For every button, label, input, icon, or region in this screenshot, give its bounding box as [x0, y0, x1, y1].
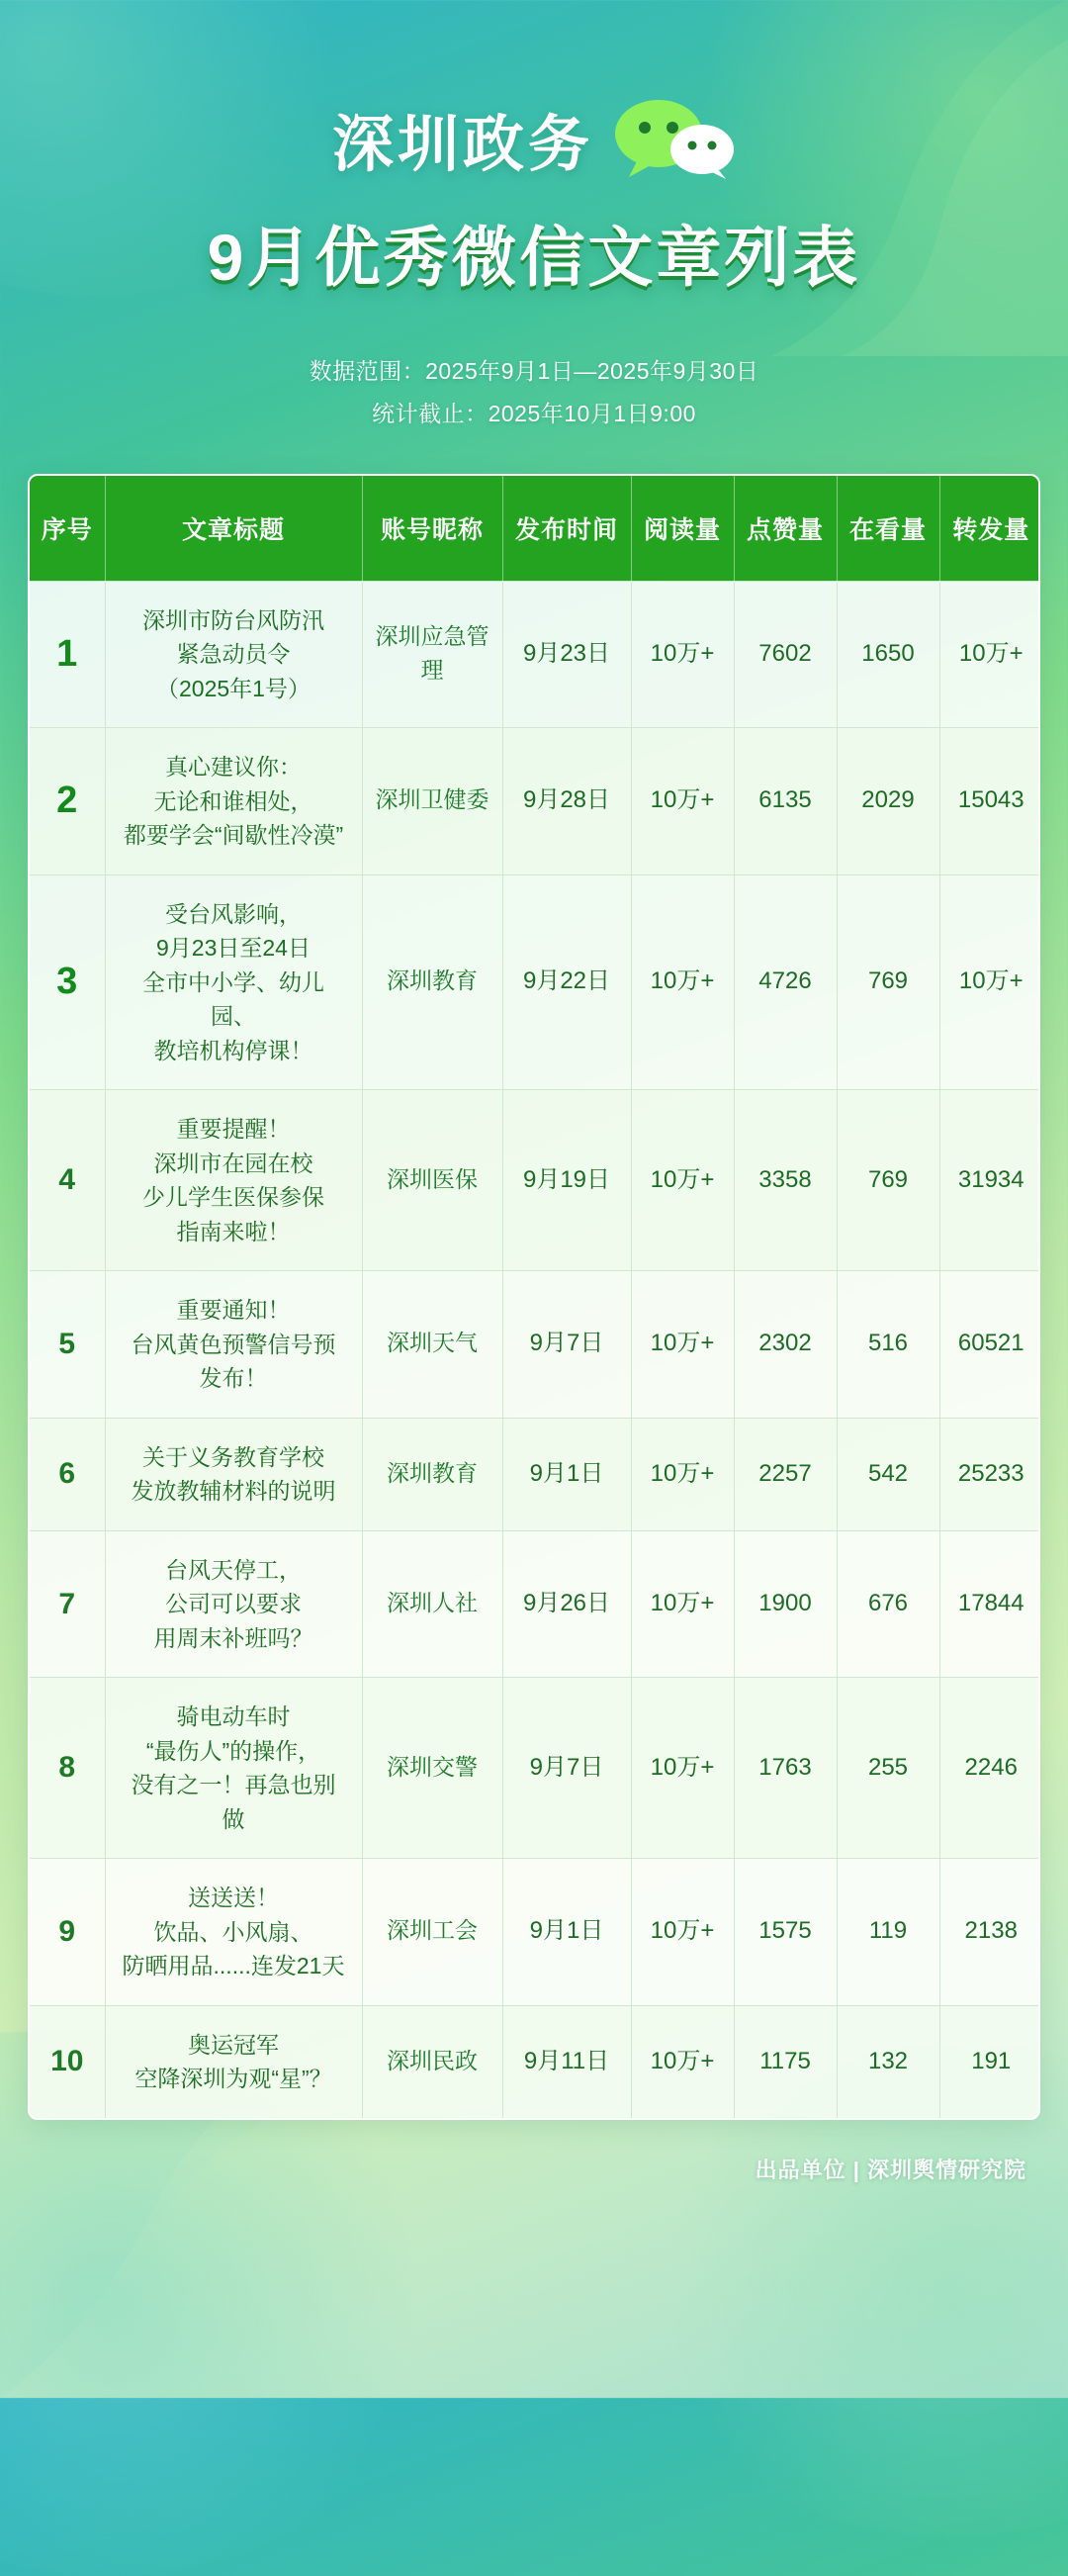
cell-watching-value: 119 [868, 1917, 908, 1945]
cell-watching [837, 581, 939, 728]
cell-watching-value: 769 [867, 1165, 909, 1193]
cell-watching-value: 676 [867, 1589, 909, 1616]
column-header-title: 文章标题 [105, 476, 362, 581]
column-header-rank: 序号 [30, 476, 105, 581]
cell-account-value: 深圳应急管理 [375, 622, 490, 684]
cell-reads-value: 10万+ [650, 2047, 715, 2074]
cell-reads [631, 2005, 734, 2118]
cell-watching-value: 769 [867, 967, 909, 995]
cell-publish-time [502, 2005, 631, 2118]
column-header-reads: 阅读量 [631, 476, 734, 581]
page-title-main: 深圳政务 [331, 111, 593, 179]
cell-watching-value: 132 [867, 2047, 909, 2074]
cell-shares-value: 25233 [957, 1459, 1024, 1487]
rank-value: 7 [58, 1587, 76, 1620]
article-title-text: 台风天停工， 公司可以要求 用周末补班吗？ [153, 1556, 313, 1651]
cell-publish-time-value: 9月26日 [522, 1589, 611, 1616]
cell-reads-value: 10万+ [650, 967, 715, 995]
cell-watching-value: 516 [867, 1330, 909, 1357]
cell-account-value: 深圳医保 [387, 1165, 478, 1192]
cell-shares-value: 15043 [957, 786, 1024, 814]
cell-shares-value: 60521 [957, 1330, 1024, 1357]
cell-publish-time-value: 9月23日 [522, 639, 611, 667]
cell-reads [631, 1090, 734, 1271]
cell-shares-value: 191 [971, 2047, 1012, 2074]
cell-publish-time [502, 1530, 631, 1678]
cell-shares [939, 1271, 1040, 1419]
cell-publish-time [502, 1678, 631, 1859]
cell-publish-time [502, 1418, 631, 1530]
cell-publish-time-value: 9月19日 [522, 1165, 611, 1193]
table-header [30, 476, 1040, 581]
article-title-text: 重要提醒！ 深圳市在园在校 少儿学生医保参保 指南来啦！ [142, 1116, 324, 1244]
table-header-row [30, 476, 1040, 581]
cell-publish-time-value: 9月7日 [529, 1330, 604, 1357]
cell-likes [734, 2005, 837, 2118]
cell-likes-value: 2257 [758, 1459, 812, 1487]
article-title-text: 骑电动车时 “最伤人”的操作， 没有之一！再急也别做 [131, 1703, 336, 1832]
cell-account-value: 深圳民政 [387, 2047, 478, 2073]
cell-account-value: 深圳工会 [387, 1917, 478, 1944]
page-title-sub: 9月优秀微信文章列表 [207, 221, 861, 294]
cell-reads-value: 10万+ [650, 1459, 715, 1487]
cell-likes-value: 3358 [758, 1165, 812, 1193]
table-row [30, 1418, 1040, 1530]
ranking-table [30, 476, 1040, 2118]
cell-watching-value: 2029 [861, 786, 915, 814]
cell-publish-time [502, 581, 631, 728]
cell-shares-value: 10万+ [958, 967, 1024, 995]
article-title-text: 关于义务教育学校 发放教辅材料的说明 [131, 1443, 336, 1505]
meta-line-range: 数据范围：2025年9月1日—2025年9月30日 [309, 358, 759, 384]
cell-likes-value: 1763 [758, 1753, 812, 1781]
cell-publish-time-value: 9月1日 [529, 1459, 604, 1487]
cell-shares [939, 1090, 1040, 1271]
cell-account-value: 深圳人社 [387, 1589, 478, 1615]
rank-value: 5 [58, 1328, 76, 1361]
cell-publish-time [502, 728, 631, 875]
rank-value: 4 [58, 1163, 76, 1197]
cell-article-title [105, 581, 362, 728]
cell-article-title [105, 1090, 362, 1271]
cell-account-value: 深圳交警 [387, 1753, 478, 1780]
table-row [30, 1271, 1040, 1419]
table-row [30, 581, 1040, 728]
cell-account [362, 1271, 502, 1419]
cell-reads [631, 1678, 734, 1859]
cell-shares-value: 2138 [964, 1917, 1018, 1945]
cell-likes [734, 1418, 837, 1530]
cell-article-title [105, 2005, 362, 2118]
article-title-text: 受台风影响， 9月23日至24日 全市中小学、幼儿园、 教培机构停课！ [142, 900, 324, 1063]
article-title-text: 重要通知！ 台风黄色预警信号预发布！ [131, 1297, 336, 1392]
cell-account-value: 深圳教育 [387, 967, 478, 994]
cell-publish-time-value: 9月28日 [522, 786, 611, 814]
column-header-watching: 在看量 [837, 476, 939, 581]
cell-account [362, 1418, 502, 1530]
cell-likes-value: 6135 [758, 786, 812, 814]
cell-article-title [105, 728, 362, 875]
cell-reads-value: 10万+ [650, 786, 715, 814]
cell-watching [837, 1859, 939, 2006]
cell-rank [30, 1090, 105, 1271]
data-range-meta [28, 350, 1040, 434]
cell-reads [631, 1418, 734, 1530]
cell-watching [837, 1530, 939, 1678]
cell-publish-time-value: 9月22日 [522, 967, 611, 995]
cell-publish-time [502, 1271, 631, 1419]
cell-article-title [105, 1530, 362, 1678]
table-row [30, 1090, 1040, 1271]
cell-shares [939, 728, 1040, 875]
footer-credit: 出品单位 | 深圳舆情研究院 [755, 2157, 1026, 2182]
cell-likes-value: 4726 [758, 967, 812, 995]
table-row [30, 2005, 1040, 2118]
cell-shares [939, 1859, 1040, 2006]
cell-publish-time-value: 9月11日 [523, 2047, 610, 2074]
cell-likes-value: 7602 [758, 639, 812, 667]
cell-reads-value: 10万+ [650, 1165, 715, 1193]
cell-likes [734, 874, 837, 1090]
cell-reads [631, 874, 734, 1090]
cell-watching [837, 1418, 939, 1530]
cell-publish-time-value: 9月7日 [529, 1753, 604, 1781]
article-title-text: 奥运冠军 空降深圳为观“星”？ [134, 2031, 332, 2092]
cell-account [362, 1530, 502, 1678]
cell-likes [734, 1090, 837, 1271]
table-body [30, 581, 1040, 2118]
cell-shares-value: 31934 [957, 1165, 1024, 1193]
cell-watching [837, 1678, 939, 1859]
wechat-icon [611, 100, 736, 179]
table-row [30, 1678, 1040, 1859]
rank-value: 10 [50, 2045, 84, 2078]
cell-account [362, 1090, 502, 1271]
cell-rank [30, 1530, 105, 1678]
cell-shares [939, 1418, 1040, 1530]
cell-rank [30, 1418, 105, 1530]
cell-rank [30, 2005, 105, 2118]
cell-shares [939, 581, 1040, 728]
cell-watching [837, 1271, 939, 1419]
rank-value: 3 [56, 961, 78, 1003]
cell-account [362, 1678, 502, 1859]
cell-reads [631, 1530, 734, 1678]
cell-watching-value: 1650 [861, 639, 915, 667]
rank-value: 2 [56, 780, 78, 822]
cell-rank [30, 581, 105, 728]
cell-shares-value: 17844 [957, 1589, 1024, 1616]
article-title-text: 真心建议你： 无论和谁相处， 都要学会“间歇性冷漠” [123, 754, 344, 849]
title-row [28, 95, 1040, 183]
ranking-table-card [28, 474, 1040, 2120]
cell-reads-value: 10万+ [650, 639, 715, 667]
cell-publish-time [502, 874, 631, 1090]
cell-watching-value: 542 [867, 1459, 909, 1487]
cell-watching-value: 255 [867, 1753, 909, 1781]
table-row [30, 728, 1040, 875]
cell-watching [837, 728, 939, 875]
table-row [30, 1530, 1040, 1678]
cell-reads [631, 728, 734, 875]
poster-header [28, 0, 1040, 434]
cell-rank [30, 1859, 105, 2006]
cell-watching [837, 1090, 939, 1271]
cell-likes-value: 1900 [758, 1589, 812, 1616]
cell-reads-value: 10万+ [650, 1589, 715, 1616]
table-row [30, 874, 1040, 1090]
cell-likes-value: 1575 [758, 1917, 812, 1945]
cell-account [362, 2005, 502, 2118]
cell-likes-value: 1175 [759, 2047, 811, 2074]
cell-reads-value: 10万+ [650, 1917, 715, 1945]
cell-reads [631, 581, 734, 728]
cell-reads-value: 10万+ [650, 1753, 715, 1781]
cell-likes [734, 1530, 837, 1678]
cell-publish-time [502, 1090, 631, 1271]
cell-likes [734, 581, 837, 728]
cell-article-title [105, 1678, 362, 1859]
cell-reads [631, 1859, 734, 2006]
cell-shares-value: 10万+ [958, 639, 1024, 667]
cell-reads-value: 10万+ [650, 1330, 715, 1357]
cell-shares [939, 1530, 1040, 1678]
cell-account [362, 874, 502, 1090]
table-row [30, 1859, 1040, 2006]
cell-account-value: 深圳天气 [387, 1330, 478, 1356]
rank-value: 6 [58, 1457, 76, 1491]
cell-article-title [105, 1418, 362, 1530]
cell-reads [631, 1271, 734, 1419]
rank-value: 8 [58, 1751, 76, 1785]
cell-article-title [105, 1859, 362, 2006]
meta-line-cutoff: 统计截止：2025年10月1日9:00 [372, 400, 696, 426]
cell-shares [939, 874, 1040, 1090]
cell-shares [939, 2005, 1040, 2118]
article-title-text: 送送送！ 饮品、小风扇、 防晒用品......连发21天 [122, 1885, 345, 1979]
column-header-shares: 转发量 [939, 476, 1040, 581]
column-header-likes: 点赞量 [734, 476, 837, 581]
cell-article-title [105, 874, 362, 1090]
cell-likes-value: 2302 [758, 1330, 812, 1357]
article-title-text: 深圳市防台风防汛 紧急动员令 （2025年1号） [142, 606, 324, 701]
cell-publish-time [502, 1859, 631, 2006]
column-header-time: 发布时间 [502, 476, 631, 581]
cell-likes [734, 1859, 837, 2006]
cell-account [362, 728, 502, 875]
cell-rank [30, 728, 105, 875]
cell-rank [30, 874, 105, 1090]
cell-shares-value: 2246 [964, 1753, 1018, 1781]
cell-account [362, 1859, 502, 2006]
cell-watching [837, 874, 939, 1090]
cell-likes [734, 728, 837, 875]
cell-shares [939, 1678, 1040, 1859]
cell-publish-time-value: 9月1日 [529, 1917, 604, 1945]
cell-likes [734, 1271, 837, 1419]
cell-article-title [105, 1271, 362, 1419]
column-header-account: 账号昵称 [362, 476, 502, 581]
rank-value: 9 [58, 1915, 76, 1949]
cell-watching [837, 2005, 939, 2118]
cell-account [362, 581, 502, 728]
cell-account-value: 深圳教育 [387, 1459, 478, 1486]
rank-value: 1 [56, 632, 78, 675]
cell-rank [30, 1678, 105, 1859]
cell-account-value: 深圳卫健委 [375, 786, 490, 813]
cell-rank [30, 1271, 105, 1419]
cell-likes [734, 1678, 837, 1859]
